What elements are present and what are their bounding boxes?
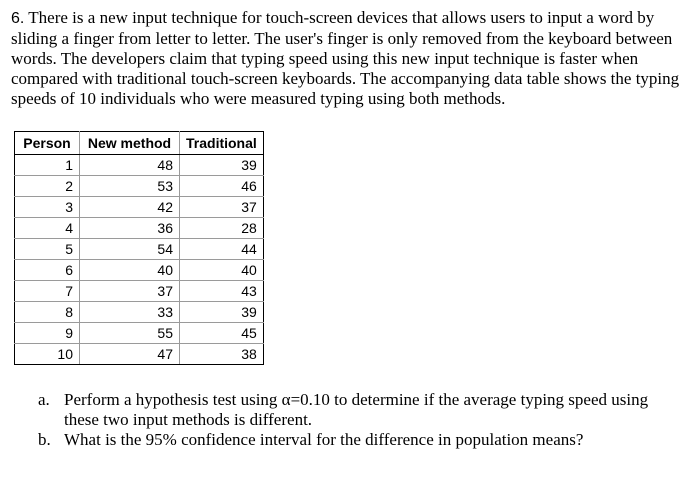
cell-traditional: 39 [180,302,264,323]
question-b [38,430,678,450]
cell-person: 3 [15,197,80,218]
cell-person: 2 [15,176,80,197]
cell-person: 7 [15,281,80,302]
table-row [15,323,264,344]
table-header-row [15,132,264,155]
problem-text: There is a new input technique for touch-screen devices that allows users to input a word by sliding a finger from letter to letter. The user's finger is only removed from the keyboard between words. The developers claim that typing speed using this new input technique is faster when compared with traditional touch-screen keyboards. The accompanying data table shows the typing speeds of 10 individuals who were measured typing using both methods. [11,8,680,108]
cell-new-method: 33 [80,302,180,323]
cell-new-method: 54 [80,239,180,260]
table-row [15,239,264,260]
question-marker: a. [38,390,50,409]
cell-traditional: 44 [180,239,264,260]
question-text: What is the 95% confidence interval for the difference in population means? [64,430,584,449]
cell-person: 5 [15,239,80,260]
table-row [15,281,264,302]
cell-new-method: 48 [80,155,180,176]
cell-traditional: 28 [180,218,264,239]
cell-new-method: 47 [80,344,180,365]
problem-statement [11,8,695,109]
cell-new-method: 55 [80,323,180,344]
table-row [15,176,264,197]
table-row [15,260,264,281]
cell-new-method: 53 [80,176,180,197]
typing-speed-table [14,131,264,365]
question-list [38,390,678,450]
question-text: Perform a hypothesis test using α=0.10 to determine if the average typing speed using these two input methods is different. [64,390,649,429]
cell-traditional: 38 [180,344,264,365]
table-row [15,302,264,323]
column-header-new-method: New method [80,132,180,155]
column-header-person: Person [15,132,80,155]
cell-new-method: 36 [80,218,180,239]
table-row [15,218,264,239]
cell-new-method: 42 [80,197,180,218]
cell-traditional: 43 [180,281,264,302]
column-header-traditional: Traditional [180,132,264,155]
cell-traditional: 37 [180,197,264,218]
cell-new-method: 40 [80,260,180,281]
cell-person: 1 [15,155,80,176]
table-row [15,344,264,365]
cell-traditional: 39 [180,155,264,176]
cell-new-method: 37 [80,281,180,302]
question-marker: b. [38,430,51,449]
cell-traditional: 40 [180,260,264,281]
cell-person: 4 [15,218,80,239]
table-row [15,155,264,176]
cell-traditional: 45 [180,323,264,344]
cell-person: 6 [15,260,80,281]
problem-number: 6. [11,10,25,27]
cell-person: 8 [15,302,80,323]
question-a [38,390,678,430]
table-row [15,197,264,218]
cell-traditional: 46 [180,176,264,197]
cell-person: 10 [15,344,80,365]
cell-person: 9 [15,323,80,344]
